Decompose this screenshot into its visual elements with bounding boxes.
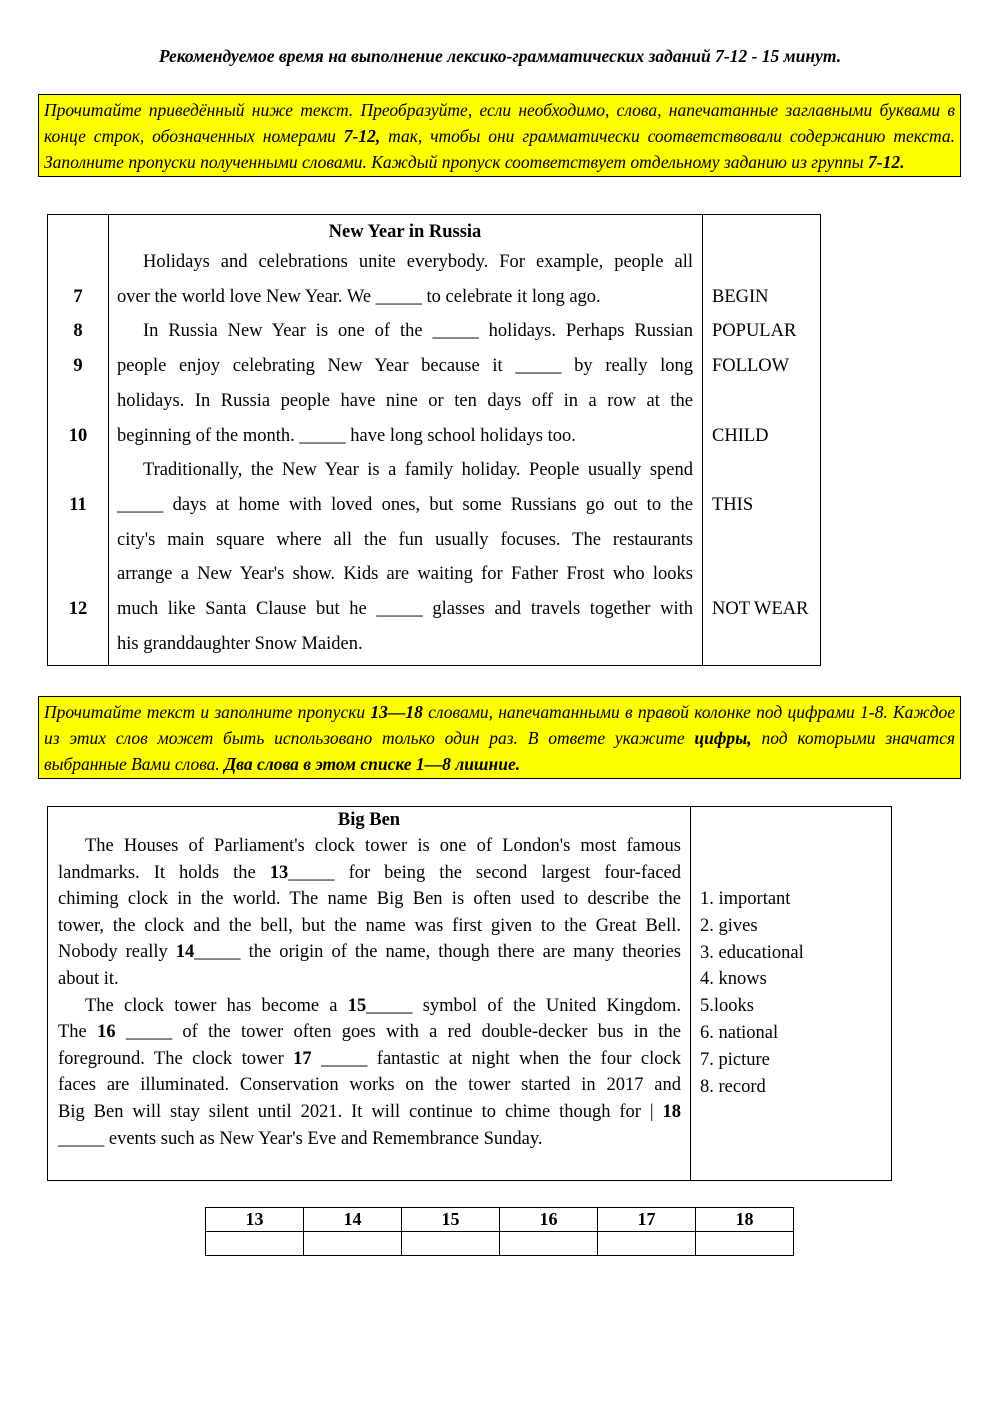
answer-grid-header: 17 [598, 1208, 696, 1232]
task1-row [48, 280, 820, 315]
task1-row-text: beginning of the month. _____ have long school holidays too. [117, 425, 576, 446]
task2-gap-number: 14 [175, 942, 195, 963]
task1-row-text: In Russia New Year is one of the _____ holidays. Perhaps Russian [143, 321, 693, 342]
instr2-bold-b: цифры, [694, 728, 752, 748]
task2-line-text: The [58, 1022, 98, 1043]
instr2-text-b: словами, напечатанными в правой колонке под цифрами 1-8. Каждое из этих слов может быть использовано только один раз. В ответе укажите [44, 702, 955, 748]
task1-row-number: 9 [73, 356, 83, 377]
task1-row-keyword: NOT WEAR [712, 599, 809, 619]
task2-table [47, 806, 892, 1181]
answer-grid-header: 16 [500, 1208, 598, 1232]
task1-row-text: over the world love New Year. We _____ to celebrate it long ago. [117, 286, 601, 307]
task2-gap-number: 17 [293, 1048, 312, 1069]
answer-cell[interactable] [304, 1232, 402, 1256]
task1-row-text: his granddaughter Snow Maiden. [117, 633, 363, 654]
task1-row-number: 8 [73, 321, 83, 342]
task2-text-line [58, 913, 681, 940]
task1-row-number: 11 [69, 494, 87, 515]
task2-line-text-after: _____ of the tower often goes with a red double-decker bus in the [115, 1022, 681, 1043]
task1-table [47, 214, 821, 666]
task1-row [48, 453, 820, 488]
task1-row [48, 314, 820, 349]
answer-grid-header: 15 [402, 1208, 500, 1232]
answer-grid-header: 14 [304, 1208, 402, 1232]
task2-line-text: about it. [58, 969, 119, 989]
task2-word-option: 6. national [700, 1023, 779, 1043]
task2-line-text-after: _____ the origin of the name, though there are many theories [194, 942, 681, 963]
task2-divider [690, 807, 691, 1180]
task1-row [48, 488, 820, 523]
instr2-text-c: под которыми значатся выбранные Вами слова. [44, 728, 955, 774]
instructions-task-7-12 [38, 94, 961, 177]
instr1-text-a: Прочитайте приведённый ниже текст. Преобразуйте, если необходимо, слова, напечатанные заглавными буквами в конце строк, обозначенных номерами [44, 100, 955, 146]
answer-cell[interactable] [696, 1232, 794, 1256]
task1-row [48, 245, 820, 280]
task2-line-text-after: _____ symbol of the United Kingdom. [366, 995, 681, 1016]
task1-row-text: Traditionally, the New Year is a family holiday. People usually spend [143, 460, 693, 481]
instr1-bold-b: 7-12. [868, 152, 905, 172]
instr2-bold-c: Два слова в этом списке 1—8 лишние. [224, 754, 521, 774]
task1-row [48, 349, 820, 384]
task2-line-text: faces are illuminated. Conservation works on the tower started in 2017 and [58, 1075, 681, 1096]
task1-row-keyword: THIS [712, 494, 754, 515]
task2-word-option: 2. gives [700, 915, 758, 936]
task2-line-text: tower, the clock and the bell, but the name was first given to the Great Bell. [58, 915, 681, 936]
instr2-text-a: Прочитайте текст и заполните пропуски [44, 702, 371, 722]
task1-row-text: Holidays and celebrations unite everybody. For example, people all [143, 252, 693, 272]
task1-row-keyword: CHILD [712, 425, 769, 446]
answer-grid [205, 1207, 794, 1256]
task2-text-line [58, 860, 681, 887]
task2-line-text-after: _____ for being the second largest four-faced [288, 862, 681, 883]
task2-line-text: foreground. The clock tower [58, 1048, 294, 1069]
task2-line-text: The clock tower has become a [85, 995, 348, 1016]
task1-row [48, 419, 820, 454]
task1-title: New Year in Russia [328, 222, 482, 242]
task2-word-option: 3. educational [700, 942, 804, 963]
answer-cell[interactable] [402, 1232, 500, 1256]
task1-row-number: 7 [73, 286, 83, 307]
task1-row [48, 384, 820, 419]
task1-row-text: arrange a New Year's show. Kids are waiting for Father Frost who looks [117, 564, 693, 585]
task2-title: Big Ben [337, 810, 401, 830]
task1-row [48, 592, 820, 627]
task2-text-line [58, 886, 681, 913]
task1-row [48, 627, 820, 662]
task2-word-option: 7. picture [700, 1049, 770, 1070]
task2-text-line [58, 1072, 681, 1099]
task2-text-line [85, 993, 681, 1020]
task1-row-text: much like Santa Clause but he _____ glasses and travels together with [117, 599, 693, 619]
task2-text-line [58, 939, 681, 966]
instr2-bold-a: 13—18 [370, 702, 423, 722]
instructions-task-13-18 [38, 696, 961, 779]
task2-line-text: landmarks. It holds the [58, 862, 270, 883]
task2-text-line [58, 1126, 681, 1153]
answer-grid-header: 13 [206, 1208, 304, 1232]
task2-text-line [58, 1019, 681, 1046]
task1-row-text: people enjoy celebrating New Year because it _____ by really long [117, 356, 693, 377]
task2-text-line [58, 1099, 681, 1126]
task2-gap-number: 16 [97, 1022, 116, 1043]
answer-grid-header: 18 [696, 1208, 794, 1232]
task2-line-text: The Houses of Parliament's clock tower is one of London's most famous [85, 836, 681, 856]
task2-gap-number: 15 [347, 995, 367, 1016]
task1-row [48, 557, 820, 592]
task2-word-option: 5.looks [700, 996, 754, 1017]
task2-word-option: 1. important [700, 889, 791, 909]
task2-line-text-after: _____ fantastic at night when the four clock [311, 1048, 681, 1069]
task1-row-number: 12 [68, 599, 88, 619]
task2-line-text: Big Ben will stay silent until 2021. It will continue to chime though for | [58, 1102, 663, 1122]
answer-cell[interactable] [598, 1232, 696, 1256]
instr1-text-b: так, чтобы они грамматически соответствовали содержанию текста. Заполните пропуски полученными словами. Каждый пропуск соответствует отдельному заданию из группы [44, 126, 955, 172]
task2-text-line [85, 833, 681, 860]
answer-cell[interactable] [206, 1232, 304, 1256]
task1-row-text: city's main square where all the fun usually focuses. The restaurants [117, 529, 693, 550]
task2-line-text: Nobody really [58, 942, 176, 963]
task1-row-keyword: FOLLOW [712, 356, 790, 377]
answer-cell[interactable] [500, 1232, 598, 1256]
task2-text-line [58, 1046, 681, 1073]
task1-row-keyword: POPULAR [712, 321, 797, 342]
task1-row-number: 10 [68, 425, 88, 446]
task2-word-option: 4. knows [700, 969, 767, 990]
task1-row [48, 523, 820, 558]
task1-row-keyword: BEGIN [712, 286, 769, 307]
task2-text-line [58, 966, 681, 993]
task2-line-text: chiming clock in the world. The name Big Ben is often used to describe the [58, 889, 681, 910]
instr1-bold-a: 7-12, [343, 126, 381, 146]
task2-gap-number: 18 [662, 1102, 681, 1122]
task2-word-option: 8. record [700, 1076, 766, 1097]
recommended-time-note: Рекомендуемое время на выполнение лексико-грамматических заданий 7-12 - 15 минут. [158, 46, 842, 66]
task2-gap-number: 13 [269, 862, 289, 883]
task1-row-text: _____ days at home with loved ones, but some Russians go out to the [117, 494, 693, 515]
task2-line-text: _____ events such as New Year's Eve and Remembrance Sunday. [58, 1128, 543, 1149]
task1-row-text: holidays. In Russia people have nine or ten days off in a row at the [117, 390, 693, 411]
